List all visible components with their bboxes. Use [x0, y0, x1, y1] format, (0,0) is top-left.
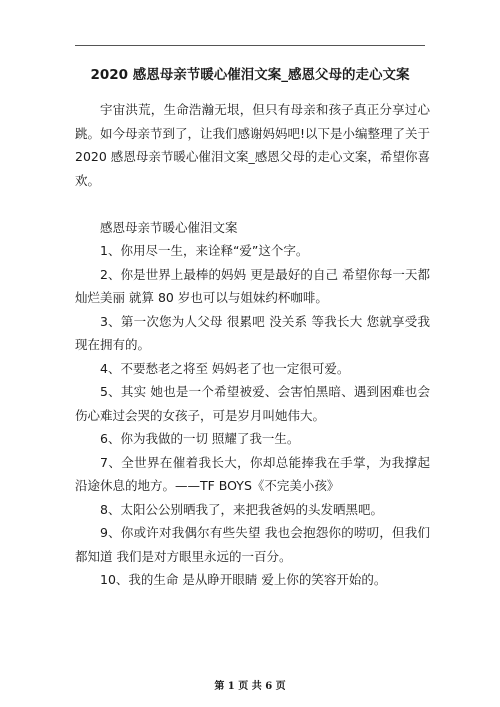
section-heading: 感恩母亲节暖心催泪文案	[100, 219, 238, 235]
document-title: 2020 感恩母亲节暖心催泪文案_感恩父母的走心文案	[90, 67, 410, 83]
list-item: 10、我的生命 是从睁开眼睛 爱上你的笑容开始的。	[100, 572, 387, 587]
list-item: 8、太阳公公别晒我了，来把我爸妈的头发晒黑吧。	[100, 501, 383, 517]
list-item: 6、你为我做的一切 照耀了我一生。	[100, 431, 300, 446]
document-body	[75, 98, 430, 592]
list-item: 9、你或许对我偶尔有些失望 我也会抱怨你的唠叨，但我们都知道 我们是对方眼里永远的一百分。	[75, 525, 430, 564]
paragraph-gap	[75, 192, 430, 216]
page-number: 第 1 页 共 6 页	[214, 681, 286, 692]
list-item: 4、不要愁老之将至 妈妈老了也一定很可爱。	[100, 360, 350, 376]
list-item: 5、其实 她也是一个希望被爱、会害怕黑暗、遇到困难也会伤心难过会哭的女孩子，可是岁月叫她伟大。	[75, 384, 430, 423]
list-item: 7、全世界在催着我长大，你却总能捧我在手掌，为我撑起沿途休息的地方。——TF BOYS《不完美小孩》	[75, 454, 430, 493]
list-item: 1、你用尽一生，来诠释“爱”这个字。	[100, 243, 309, 258]
list-item: 3、第一次您为人父母 很累吧 没关系 等我长大 您就享受我现在拥有的。	[75, 313, 430, 352]
intro-paragraph: 宇宙洪荒，生命浩瀚无垠，但只有母亲和孩子真正分享过心跳。如今母亲节到了，让我们感谢妈妈吧!以下是小编整理了关于 2020 感恩母亲节暖心催泪文案_感恩父母的走心文案，希望你喜欢。	[75, 102, 431, 188]
header-rule	[75, 45, 425, 46]
list-item: 2、你是世界上最棒的妈妈 更是最好的自己 希望你每一天都灿烂美丽 就算 80 岁也可以与姐妹约杯咖啡。	[75, 266, 430, 305]
